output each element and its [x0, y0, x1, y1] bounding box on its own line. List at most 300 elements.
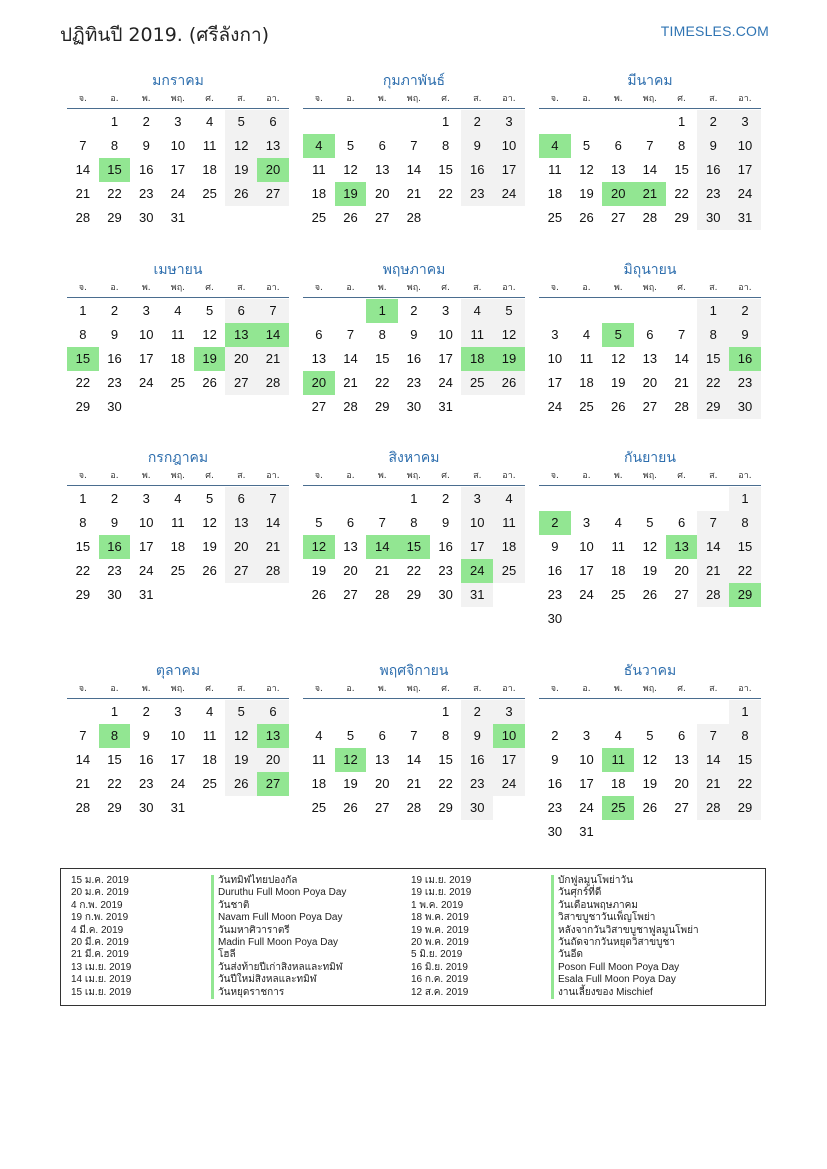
day-cell: 1	[729, 700, 761, 724]
day-cell: 1	[441, 704, 450, 719]
weekday-label: จ.	[314, 684, 323, 694]
month-11	[303, 660, 525, 820]
day-cell: 29	[406, 587, 422, 602]
weekday-header	[539, 469, 761, 486]
empty-cell	[335, 700, 367, 724]
holiday-row	[71, 949, 346, 961]
holiday-row	[71, 962, 346, 974]
day-cell: 20	[225, 347, 257, 371]
day-cell: 26	[642, 587, 658, 602]
day-cell: 26	[343, 800, 358, 815]
day-cell: 7	[79, 728, 87, 743]
empty-cell	[303, 110, 335, 134]
day-cell: 15	[438, 162, 453, 177]
day-cell: 30	[107, 399, 122, 414]
month-9	[539, 447, 761, 631]
day-cell: 20	[343, 563, 358, 578]
day-cell: 12	[610, 351, 626, 366]
weekday-label: อ.	[582, 94, 591, 104]
day-cell: 17	[493, 748, 525, 772]
holiday-date: 15 ม.ค. 2019	[71, 875, 129, 886]
day-cell: 6	[646, 327, 654, 342]
day-cell: 2	[461, 110, 493, 134]
day-cell: 20	[674, 563, 689, 578]
day-cell: 1	[441, 114, 450, 129]
weekday-label: พฤ.	[406, 471, 422, 481]
weekday-label: ส.	[473, 283, 482, 293]
holiday-day-cell: 15	[398, 535, 430, 559]
day-grid	[303, 487, 525, 607]
holiday-day-cell: 4	[539, 134, 571, 158]
day-grid	[67, 700, 289, 820]
holiday-name: วันเดือนพฤษภาคม	[551, 900, 638, 912]
empty-cell	[398, 700, 430, 724]
day-cell: 21	[406, 776, 422, 791]
weekday-label: อ.	[582, 283, 591, 293]
day-cell: 13	[374, 752, 390, 767]
holiday-name: วันถัดจากวันหยุดวิสาขบูชา	[551, 937, 675, 949]
holiday-day-cell: 27	[257, 772, 289, 796]
day-cell: 27	[610, 210, 626, 225]
day-cell: 5	[346, 138, 355, 153]
day-cell: 21	[674, 375, 689, 390]
weekday-label: จ.	[550, 94, 559, 104]
day-cell: 7	[346, 327, 355, 342]
weekday-label: ส.	[709, 94, 718, 104]
day-grid	[67, 487, 289, 607]
month-name: พฤษภาคม	[382, 262, 446, 278]
day-cell: 29	[729, 796, 761, 820]
weekday-label: ส.	[237, 94, 246, 104]
day-cell: 31	[729, 206, 761, 230]
day-cell: 7	[697, 724, 729, 748]
empty-cell	[335, 110, 367, 134]
day-cell: 22	[374, 375, 390, 390]
empty-cell	[697, 700, 729, 724]
day-cell: 14	[697, 535, 729, 559]
day-cell: 28	[406, 800, 422, 815]
day-cell: 4	[205, 114, 214, 129]
day-cell: 16	[438, 539, 453, 554]
day-cell: 23	[107, 563, 122, 578]
holiday-row	[411, 887, 699, 899]
holiday-name: Esala Full Moon Poya Day	[551, 974, 676, 986]
day-cell: 15	[729, 535, 761, 559]
holiday-row	[71, 875, 346, 887]
day-cell: 18	[202, 162, 217, 177]
day-cell: 22	[406, 563, 422, 578]
day-cell: 5	[205, 491, 214, 506]
weekday-label: พ.	[377, 471, 387, 481]
holiday-name: วันหยุดราชการ	[211, 987, 284, 999]
day-cell: 5	[225, 110, 257, 134]
holiday-date: 16 มิ.ย. 2019	[411, 961, 468, 973]
page-title: ปฏิทินปี 2019. (ศรีลังกา)	[60, 24, 270, 46]
day-cell: 5	[646, 515, 654, 530]
month-7	[67, 447, 289, 607]
day-cell: 19	[343, 776, 358, 791]
empty-cell	[366, 110, 398, 134]
weekday-label: พฤ.	[170, 283, 186, 293]
empty-cell	[366, 700, 398, 724]
day-grid	[303, 110, 525, 230]
month-8	[303, 447, 525, 607]
empty-cell	[539, 110, 571, 134]
brand-logo-text[interactable]: TIMESLES.COM	[660, 23, 769, 39]
day-cell: 12	[225, 724, 257, 748]
holiday-row	[411, 962, 699, 974]
day-cell: 21	[257, 535, 289, 559]
day-cell: 29	[107, 800, 122, 815]
holiday-day-cell: 4	[303, 134, 335, 158]
holiday-date: 20 ม.ค. 2019	[71, 887, 129, 899]
day-cell: 24	[493, 182, 525, 206]
weekday-label: พฤ.	[406, 684, 422, 694]
day-cell: 16	[547, 563, 563, 578]
day-cell: 11	[202, 728, 217, 743]
empty-cell	[666, 700, 698, 724]
day-cell: 4	[582, 327, 591, 342]
day-cell: 30	[438, 587, 453, 602]
day-cell: 16	[461, 158, 493, 182]
day-cell: 29	[438, 800, 453, 815]
day-cell: 31	[170, 210, 186, 225]
month-12	[539, 660, 761, 844]
empty-cell	[571, 110, 603, 134]
day-cell: 8	[697, 323, 729, 347]
day-cell: 23	[547, 587, 563, 602]
day-cell: 7	[410, 138, 418, 153]
day-cell: 1	[79, 303, 87, 318]
day-cell: 24	[729, 182, 761, 206]
day-cell: 19	[642, 776, 658, 791]
holiday-name: วันปีใหม่สิงหลและทมิฬ	[211, 974, 317, 986]
empty-cell	[539, 487, 571, 511]
day-cell: 12	[642, 539, 658, 554]
day-cell: 11	[312, 752, 326, 767]
holiday-day-cell: 16	[729, 347, 761, 371]
day-cell: 15	[374, 351, 390, 366]
weekday-label: ศ.	[205, 684, 214, 694]
weekday-header	[67, 92, 289, 109]
empty-cell	[634, 700, 666, 724]
day-cell: 4	[174, 491, 182, 506]
day-cell: 22	[674, 186, 689, 201]
day-cell: 21	[406, 186, 422, 201]
holiday-day-cell: 13	[225, 323, 257, 347]
holiday-day-cell: 5	[602, 323, 634, 347]
day-cell: 9	[697, 134, 729, 158]
day-cell: 9	[142, 728, 150, 743]
holiday-day-cell: 12	[303, 535, 335, 559]
holiday-day-cell: 20	[303, 371, 335, 395]
day-cell: 18	[311, 186, 327, 201]
holiday-list-left-column	[71, 875, 346, 999]
holiday-date: 14 เม.ย. 2019	[71, 974, 132, 986]
weekday-label: จ.	[314, 94, 323, 104]
day-cell: 7	[257, 487, 289, 511]
holiday-day-cell: 12	[335, 748, 367, 772]
weekday-label: ส.	[473, 684, 482, 694]
weekday-label: ศ.	[677, 94, 686, 104]
holiday-row	[71, 987, 346, 999]
day-cell: 3	[142, 303, 150, 318]
day-cell: 17	[170, 162, 186, 177]
weekday-label: พฤ.	[170, 684, 186, 694]
day-cell: 6	[315, 327, 323, 342]
month-name: มกราคม	[152, 73, 204, 89]
day-cell: 22	[697, 371, 729, 395]
day-cell: 4	[205, 704, 214, 719]
empty-cell	[602, 700, 634, 724]
day-grid	[303, 299, 525, 419]
day-cell: 9	[110, 327, 119, 342]
day-cell: 20	[374, 186, 390, 201]
day-cell: 22	[729, 559, 761, 583]
weekday-label: พฤ.	[170, 471, 186, 481]
empty-cell	[67, 700, 99, 724]
day-cell: 1	[79, 491, 87, 506]
day-cell: 30	[138, 210, 154, 225]
day-cell: 23	[547, 800, 563, 815]
day-cell: 17	[493, 158, 525, 182]
day-grid	[303, 700, 525, 820]
day-cell: 10	[138, 327, 154, 342]
day-cell: 24	[579, 587, 594, 602]
day-cell: 15	[75, 539, 91, 554]
day-grid	[539, 299, 761, 419]
holiday-name: Duruthu Full Moon Poya Day	[211, 887, 346, 899]
holiday-day-cell: 13	[666, 535, 698, 559]
weekday-label: ศ.	[441, 471, 450, 481]
holiday-date: 19 พ.ค. 2019	[411, 924, 469, 936]
day-cell: 18	[547, 186, 563, 201]
day-cell: 6	[378, 728, 386, 743]
weekday-label: อา.	[502, 94, 516, 104]
day-cell: 19	[202, 539, 217, 554]
day-cell: 18	[579, 375, 594, 390]
month-5	[303, 259, 525, 419]
day-cell: 10	[729, 134, 761, 158]
weekday-label: อ.	[110, 684, 119, 694]
weekday-label: ส.	[709, 684, 718, 694]
day-cell: 14	[343, 351, 358, 366]
day-cell: 28	[257, 559, 289, 583]
holiday-day-cell: 2	[539, 511, 571, 535]
day-cell: 13	[610, 162, 626, 177]
day-cell: 29	[107, 210, 122, 225]
day-cell: 23	[729, 371, 761, 395]
day-cell: 16	[138, 752, 154, 767]
day-grid	[67, 299, 289, 419]
holiday-day-cell: 20	[257, 158, 289, 182]
month-6	[539, 259, 761, 419]
day-cell: 16	[107, 351, 122, 366]
day-cell: 29	[374, 399, 390, 414]
holiday-day-cell: 10	[493, 724, 525, 748]
day-grid	[539, 700, 761, 844]
day-cell: 12	[225, 134, 257, 158]
day-cell: 12	[493, 323, 525, 347]
weekday-label: ส.	[237, 471, 246, 481]
holiday-day-cell: 14	[366, 535, 398, 559]
day-cell: 26	[493, 371, 525, 395]
day-cell: 30	[547, 611, 563, 626]
day-cell: 8	[441, 728, 450, 743]
empty-cell	[335, 487, 367, 511]
holiday-date: 19 เม.ย. 2019	[411, 887, 472, 899]
day-cell: 17	[138, 351, 154, 366]
day-cell: 8	[79, 327, 87, 342]
holiday-name: วันมหาศิวาราตรี	[211, 925, 290, 937]
day-cell: 17	[170, 752, 186, 767]
day-cell: 13	[642, 351, 658, 366]
day-cell: 9	[551, 539, 559, 554]
day-cell: 22	[75, 563, 91, 578]
day-cell: 22	[438, 776, 453, 791]
weekday-label: ศ.	[677, 283, 686, 293]
day-cell: 2	[110, 491, 119, 506]
day-cell: 25	[170, 375, 186, 390]
holiday-name: Poson Full Moon Poya Day	[551, 962, 679, 974]
day-cell: 9	[441, 515, 450, 530]
day-cell: 1	[677, 114, 686, 129]
holiday-name: วิสาขบูชาวันเพ็ญโพย่า	[551, 912, 655, 924]
day-cell: 28	[697, 583, 729, 607]
day-cell: 28	[257, 371, 289, 395]
day-cell: 13	[674, 752, 689, 767]
day-cell: 11	[548, 162, 562, 177]
day-cell: 5	[346, 728, 355, 743]
day-cell: 13	[311, 351, 327, 366]
holiday-list-right-column	[411, 875, 699, 999]
weekday-label: พ.	[141, 94, 151, 104]
day-cell: 18	[311, 776, 327, 791]
day-cell: 23	[438, 563, 453, 578]
day-cell: 17	[729, 158, 761, 182]
weekday-header	[303, 92, 525, 109]
weekday-label: พฤ.	[642, 684, 658, 694]
empty-cell	[634, 299, 666, 323]
holiday-row	[411, 912, 699, 924]
day-cell: 21	[697, 772, 729, 796]
day-cell: 7	[79, 138, 87, 153]
weekday-label: อา.	[502, 283, 516, 293]
day-cell: 11	[579, 351, 594, 366]
day-cell: 12	[202, 515, 217, 530]
day-cell: 24	[579, 800, 594, 815]
day-cell: 25	[311, 210, 327, 225]
weekday-label: พฤ.	[406, 94, 422, 104]
month-name: กุมภาพันธ์	[382, 73, 446, 89]
day-cell: 12	[642, 752, 658, 767]
day-cell: 21	[374, 563, 390, 578]
day-cell: 1	[697, 299, 729, 323]
day-cell: 16	[697, 158, 729, 182]
holiday-date: 4 มี.ค. 2019	[71, 924, 124, 936]
holiday-row	[411, 974, 699, 986]
day-cell: 6	[225, 487, 257, 511]
month-name: กรกฎาคม	[147, 450, 209, 466]
day-cell: 25	[311, 800, 327, 815]
day-cell: 3	[142, 491, 150, 506]
day-cell: 8	[729, 511, 761, 535]
day-cell: 17	[438, 351, 453, 366]
day-grid	[67, 110, 289, 230]
day-cell: 23	[107, 375, 122, 390]
holiday-day-cell: 15	[67, 347, 99, 371]
day-cell: 20	[225, 535, 257, 559]
day-cell: 7	[646, 138, 654, 153]
day-cell: 22	[107, 776, 122, 791]
weekday-label: ส.	[473, 471, 482, 481]
day-cell: 2	[110, 303, 119, 318]
day-cell: 22	[729, 772, 761, 796]
day-cell: 28	[697, 796, 729, 820]
day-cell: 28	[642, 210, 658, 225]
weekday-label: พ.	[141, 684, 151, 694]
weekday-label: ส.	[709, 471, 718, 481]
day-cell: 29	[697, 395, 729, 419]
day-cell: 4	[614, 728, 622, 743]
holiday-day-cell: 29	[729, 583, 761, 607]
day-cell: 10	[579, 752, 594, 767]
weekday-header	[67, 281, 289, 298]
holiday-day-cell: 8	[99, 724, 131, 748]
weekday-label: ส.	[473, 94, 482, 104]
day-cell: 14	[257, 511, 289, 535]
day-cell: 1	[729, 487, 761, 511]
weekday-label: อ.	[346, 283, 355, 293]
weekday-label: ส.	[237, 684, 246, 694]
day-cell: 19	[225, 158, 257, 182]
day-cell: 3	[174, 114, 182, 129]
day-cell: 25	[547, 210, 563, 225]
day-cell: 20	[257, 748, 289, 772]
day-cell: 11	[493, 511, 525, 535]
day-cell: 16	[461, 748, 493, 772]
day-cell: 24	[170, 776, 186, 791]
weekday-header	[303, 469, 525, 486]
day-cell: 16	[547, 776, 563, 791]
day-cell: 8	[729, 724, 761, 748]
day-grid	[539, 110, 761, 230]
weekday-label: อา.	[266, 684, 280, 694]
day-cell: 30	[107, 587, 122, 602]
empty-cell	[634, 110, 666, 134]
day-cell: 4	[614, 515, 622, 530]
day-cell: 5	[225, 700, 257, 724]
month-3	[539, 70, 761, 230]
day-cell: 28	[75, 210, 91, 225]
holiday-day-cell: 20	[602, 182, 634, 206]
empty-cell	[303, 700, 335, 724]
day-cell: 7	[257, 299, 289, 323]
weekday-label: จ.	[550, 471, 559, 481]
empty-cell	[398, 110, 430, 134]
day-cell: 18	[610, 563, 626, 578]
day-cell: 14	[674, 351, 689, 366]
weekday-label: อา.	[738, 283, 752, 293]
day-cell: 25	[579, 399, 594, 414]
day-cell: 29	[75, 399, 91, 414]
day-cell: 27	[374, 210, 390, 225]
day-cell: 4	[461, 299, 493, 323]
day-cell: 10	[138, 515, 154, 530]
day-cell: 8	[79, 515, 87, 530]
empty-cell	[666, 299, 698, 323]
weekday-label: อา.	[266, 94, 280, 104]
